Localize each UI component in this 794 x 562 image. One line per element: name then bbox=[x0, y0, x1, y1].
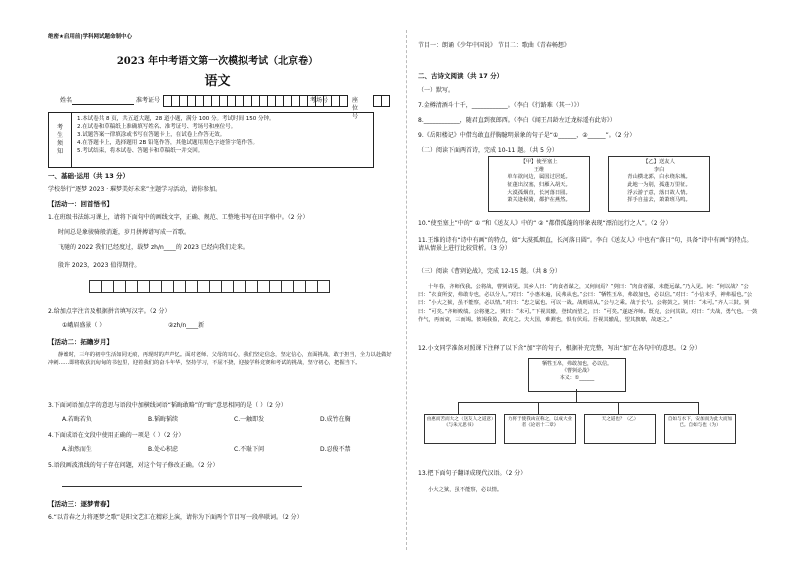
notice-item: 5.考试结束，将本试卷、答题卡和草稿纸一并交回。 bbox=[77, 147, 204, 154]
question-10: 10.“使至塞上”中的“ ① ”和《送友人》中的“ ② ”都借孤蓬的形象表现“漂泊远行之人”。（2 分） bbox=[418, 220, 672, 227]
diagram-box: 由惠而苦而大之（送友人之道意）《与朱元思书》 bbox=[424, 414, 496, 444]
q3-option[interactable]: A.若晦若负 bbox=[62, 416, 92, 423]
q4-option[interactable]: B.处心积虑 bbox=[148, 446, 179, 453]
cao-gui-passage: 十年春，齐师伐我。公将战，曹刿请见。其乡人曰：“肉食者谋之，又何间焉？”刿曰：“肉食者鄙，未能远谋。”乃入见。问：“何以战？”公曰：“衣食所安，弗敢专也，必以分人。”对曰：“小惠未遍，民弗从也。”公曰：“牺牲玉帛，弗敢加也，必以信。”对曰：“小信未孚，神弗福也。”公曰：“小大之狱，虽不能察，必以情。”对曰：“忠之属也。可以一战。战则请从。”公与之乘。战于长勺。公将鼓之。刿曰：“未可。”齐人三鼓。刿曰：“可矣。”齐师败绩。公将驰之。刿曰：“未可。”下视其辙，登轼而望之，曰：“可矣。”遂逐齐师。既克，公问其故。对曰：“夫战，勇气也。一鼓作气，再而衰，三而竭。彼竭我盈，故克之。夫大国，难测也，惧有伏焉。吾视其辙乱，望其旗靡，故逐之。” bbox=[418, 284, 758, 323]
right-column bbox=[418, 0, 758, 562]
name-label: 姓名 bbox=[60, 97, 73, 104]
activity3-heading: 【活动三：逐梦青春】 bbox=[48, 500, 113, 508]
subsection-3: （三）阅读《曹刿论战》，完成 12-15 题。（共 8 分） bbox=[418, 268, 561, 275]
question-5: 5.语段画波浪线的句子存在问题，对这个句子修改正确。（2 分） bbox=[48, 462, 219, 469]
room-boxes[interactable] bbox=[332, 95, 348, 105]
diagram-top-box: 牺牲玉帛，弗敢加也，必以信。 《曹刿论战》 本义：①______ bbox=[528, 358, 626, 392]
q4-option[interactable]: D.忍俊不禁 bbox=[320, 446, 351, 453]
question-13: 13.把下面句子翻译成现代汉语。（2 分） bbox=[418, 470, 527, 477]
subsection-1: （一）默写。 bbox=[418, 87, 455, 94]
question-7: 7.金樽清酒斗十千，____________。（李白《行路难（其一）》） bbox=[418, 102, 583, 109]
notice-items bbox=[77, 116, 367, 156]
question-1: 1.在班级书法练习课上，请将下面句中的画线文字，正确、规范、工整地书写在田字格中。（2 分） bbox=[48, 214, 309, 221]
column-divider bbox=[406, 30, 408, 550]
q2-option-b: ②zh/n____新 bbox=[168, 322, 205, 329]
q1-line3: 殷许 2023，2023 值得期待。 bbox=[58, 262, 141, 269]
diagram-box: 自如与水下，安加而为此大而加已。自如与也（为） bbox=[664, 414, 736, 444]
programs-line: 节目一：朗诵《少年中国说》 节目二：歌曲《青春畅想》 bbox=[418, 42, 570, 49]
question-8: 8.____________，随君直到夜郎西。（李白《闻王昌龄左迁龙标遥有此寄》） bbox=[418, 117, 616, 124]
q2-option-a: ①峨眉盛景（ ） bbox=[62, 322, 106, 329]
q3-options[interactable] bbox=[62, 416, 406, 424]
question-2: 2.给加点字注音及根据拼音填写汉字。（2 分） bbox=[48, 308, 171, 315]
notice-item: 3.试题答案一律填涂或书写在答题卡上，在试卷上作答无效。 bbox=[77, 131, 226, 138]
poem-a: 【甲】使至塞上 王维 单车欲问边，属国过居延。 征蓬出汉塞，归雁入胡天。 大漠孤烟直，长河落日圆。 萧关逢候骑，都护在燕然。 bbox=[488, 156, 590, 212]
exam-number-boxes[interactable] bbox=[164, 95, 332, 105]
q4-option[interactable]: C.不耻下问 bbox=[234, 446, 265, 453]
diagram-connector bbox=[458, 402, 698, 403]
question-3: 3.下面词语加点字的意思与语段中加横线词语“韬晦敢略”的“晦”意思相同的是（ ）（2 分） bbox=[48, 402, 287, 409]
q1-line1: 时间总是象骏骑般消逝，岁月拼搏谱写成一首歌。 bbox=[58, 229, 191, 236]
question-6: 6.“以青春之力将逐梦之歌”是阳文艺汇在精彩上演，请你为下面两个节目写一段串联词。（2 分） bbox=[48, 514, 303, 521]
name-line[interactable] bbox=[72, 104, 134, 105]
room-label: 考场号 bbox=[310, 97, 329, 104]
diagram-box: 天之道也？（乙） bbox=[584, 414, 656, 444]
q3-option[interactable]: B.韬晦韬续 bbox=[148, 416, 179, 423]
diagram-connector bbox=[698, 402, 699, 414]
subject-title: 语文 bbox=[204, 74, 231, 89]
watermark: 绝密★启用前|学科网试题命制中心 bbox=[48, 34, 132, 40]
q5-answer-line[interactable] bbox=[62, 486, 302, 487]
seat-label: 座位号 bbox=[352, 97, 359, 121]
diagram-connector bbox=[458, 402, 459, 414]
notice-label: 考 生 须 知 bbox=[49, 113, 72, 167]
question-9: 9.《岳阳楼记》中借鸟敢直抒胸臆明景象的句子是“①______，②______”。（2 分） bbox=[418, 132, 636, 139]
exam-title: 2023 年中考语文第一次模拟考试（北京卷） bbox=[116, 56, 319, 67]
notice-item: 1.本试卷共 8 页，共五道大题，28 道小题，满分 100 分。考试时间 150 分钟。 bbox=[77, 116, 275, 122]
part2-heading: 二、古诗文阅读（共 17 分） bbox=[418, 72, 504, 80]
activity2-heading: 【活动二：拓瞻岁月】 bbox=[48, 338, 113, 346]
activity1-heading: 【活动一：回首悟书】 bbox=[48, 200, 113, 208]
notice-item: 4.在答题卡上，选择题用 2B 铅笔作答，其他试题用黑色字迹签字笔作答。 bbox=[77, 139, 259, 146]
seat-boxes[interactable] bbox=[374, 95, 390, 105]
q4-options[interactable] bbox=[62, 446, 406, 454]
diagram-connector bbox=[576, 389, 577, 402]
diagram-box: 力将于使我凶宣称之，以成大业者《论语十二章》 bbox=[504, 414, 576, 444]
writing-grid[interactable] bbox=[90, 280, 330, 293]
activity2-passage: 静谧时，三年的初中生活如同无痕，再现时的声声忆。面对老师、父母的耳心，我们坚定信念，坚定信心，直面挑战，敢于担当，全力以赴做好冲刺……即将收获沉甸甸的书包里，迎着我们的奋斗年华，坚持学习，不屈不挠，迎接学科竞赛和考试的挑战，坚守初心，把握当下。 bbox=[48, 352, 392, 367]
question-12: 12.小文同学准备对照课下注释了以下含“加”字的句子，根据补充完整，写出“加”在各句中的意思。（2 分） bbox=[418, 345, 701, 352]
q13-sentence: 小大之狱，虽不能察，必以情。 bbox=[428, 487, 503, 493]
subsection-2: （二）阅读下面两首诗，完成 10-11 题。（共 5 分） bbox=[418, 147, 558, 154]
q3-option[interactable]: C.一触即发 bbox=[234, 416, 265, 423]
part1-heading: 一、基础·运用（共 13 分） bbox=[48, 172, 130, 180]
diagram-connector bbox=[618, 402, 619, 414]
question-4: 4.下面成语在文段中使用正确的一项是（ ）（2 分） bbox=[48, 432, 185, 439]
notice-item: 2.在试卷和草稿纸上准确填写姓名、准考证号、考场号和座位号。 bbox=[77, 123, 237, 130]
diagram-connector bbox=[538, 402, 539, 414]
q3-option[interactable]: D.成竹在胸 bbox=[320, 416, 351, 423]
poem-b: 【乙】送友人 李白 青山横北郭，白水绕东城。 此地一为别，孤蓬万里征。 浮云游子意，落日故人情。 挥手自兹去，萧萧班马鸣。 bbox=[608, 156, 710, 212]
question-11: 11.王维的诗有“诗中有画”的特点，如“大漠孤烟直，长河落日圆”。李白《送友人》中也有“落日”句，具备“诗中有画”的特点。请从情景上进行比较赏析。（3 分） bbox=[418, 237, 753, 253]
exam-number-label: 准考证号 bbox=[136, 97, 161, 104]
q1-line2: 飞驰的 2022 我们已经度过，载梦 zh/n____的 2023 已经向我们走来。 bbox=[58, 244, 249, 251]
notice-box bbox=[48, 112, 374, 168]
left-column bbox=[40, 0, 395, 562]
intro-text: 学校举行“逐梦 2023 · 璀梦美好未来”主题学习活动，请你参加。 bbox=[48, 186, 222, 193]
q4-option[interactable]: A.油然而生 bbox=[62, 446, 92, 453]
